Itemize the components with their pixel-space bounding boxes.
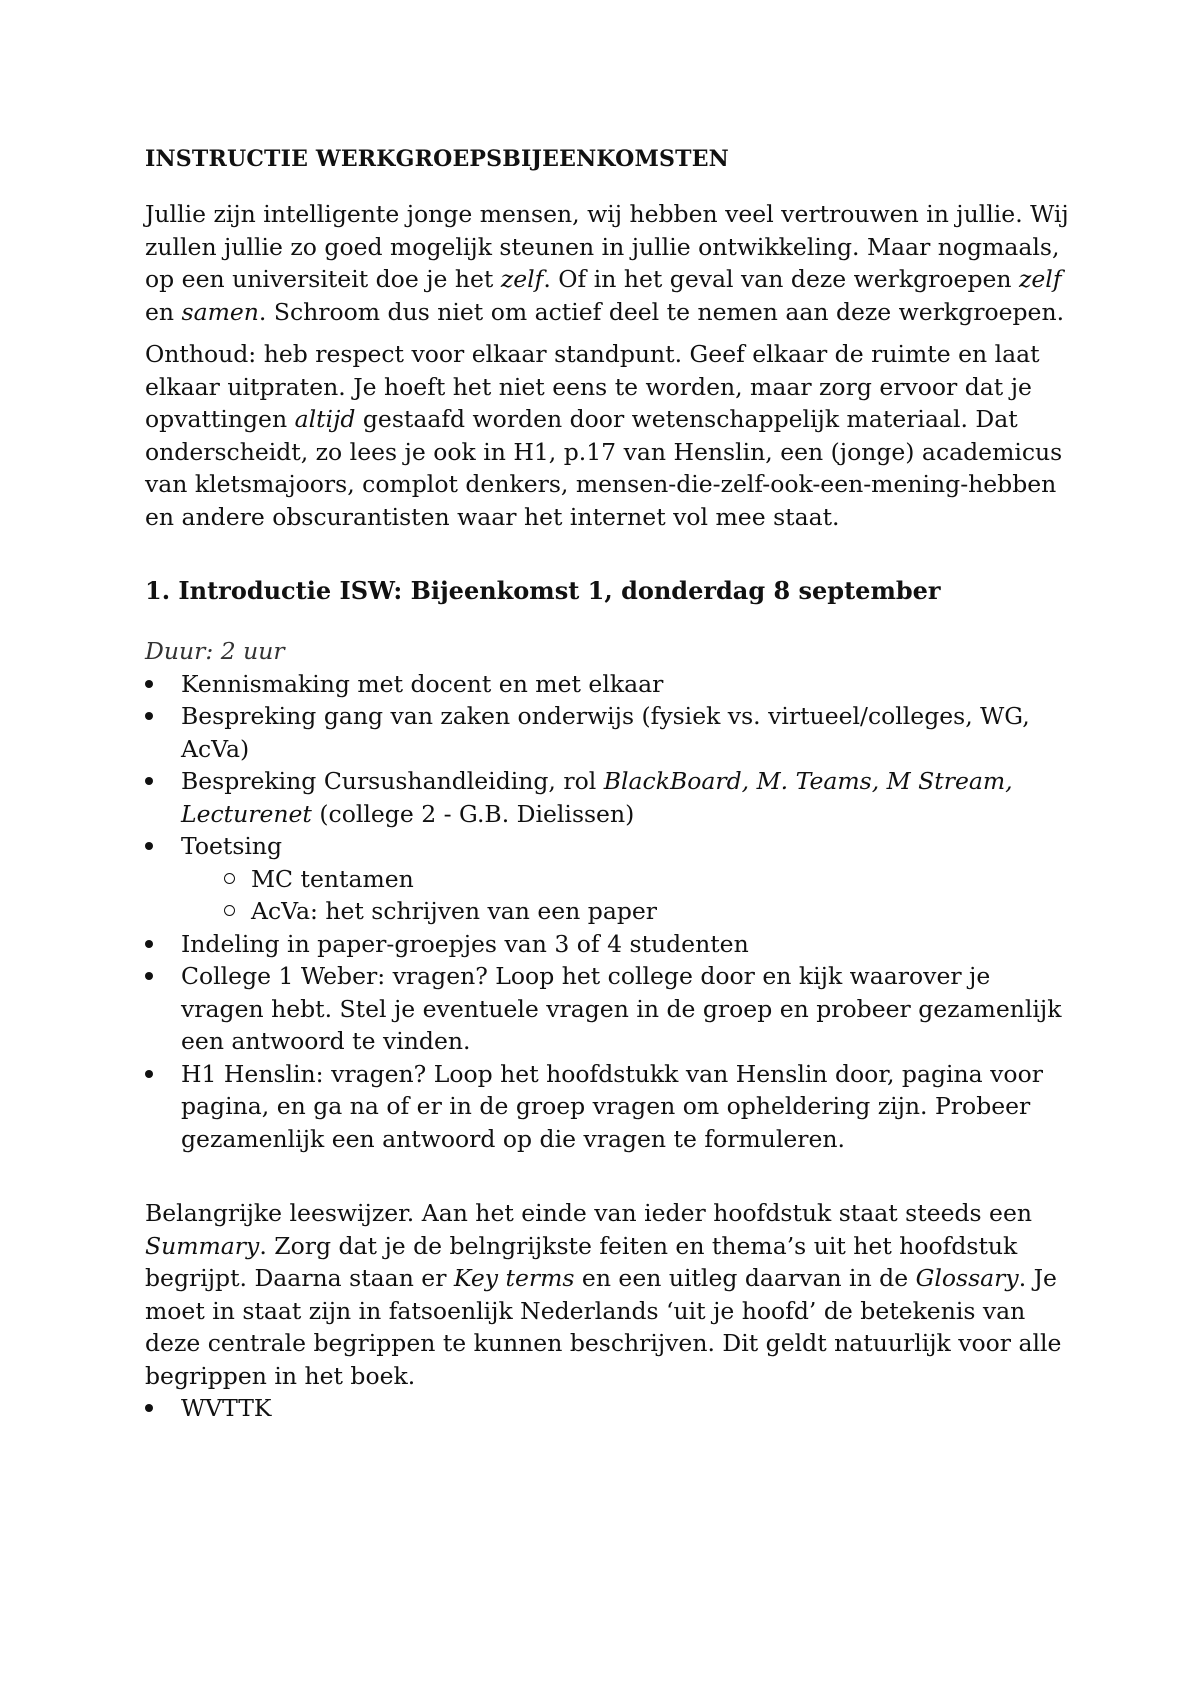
reading-guide-paragraph	[145, 1197, 1075, 1392]
list-item-text: H1 Henslin: vragen? Loop het hoofdstukk van Henslin door, pagina voor pagina, en ga na of er in de groep vragen om opheldering zijn. Probeer gezamenlijk een antwoord op die vragen te formuleren.	[181, 1059, 1043, 1153]
remember-text-1: Onthoud: heb respect voor elkaar standpunt. Geef elkaar de ruimte en laat elkaar uitpraten. Je hoeft het niet eens te worden, maar zorg ervoor dat je opvattingen	[145, 340, 1040, 433]
bullet-icon	[145, 1404, 153, 1412]
list-item	[145, 1058, 1075, 1156]
intro-emphasis-2: zelf	[1019, 265, 1062, 293]
intro-emphasis-1: zelf	[500, 265, 544, 293]
guide-emphasis-3: Glossary	[915, 1264, 1019, 1292]
list-item-text: Bespreking gang van zaken onderwijs (fysiek vs. virtueel/colleges, WG, AcVa)	[181, 702, 1030, 763]
sub-list-item-text: AcVa: het schrijven van een paper	[251, 897, 658, 925]
final-list	[145, 1392, 1075, 1425]
list-item	[145, 960, 1075, 1058]
guide-emphasis-1: Summary	[145, 1231, 260, 1260]
remember-text-2: gestaafd worden door wetenschappelijk materiaal. Dat onderscheidt, zo lees je ook in H1, p.17 van Henslin, een (jonge) academicus van kletsmajoors, complot denkers, mensen-die-zelf-ook-een-mening-hebben en andere obscurantisten waar het internet vol mee staat.	[145, 405, 1063, 531]
section-heading: 1. Introductie ISW: Bijeenkomst 1, donderdag 8 september	[145, 576, 941, 605]
intro-text-2: . Of in het geval van deze werkgroepen	[543, 265, 1020, 293]
list-item	[145, 765, 1075, 830]
list-item	[145, 928, 1075, 961]
guide-emphasis-2: Key terms	[453, 1264, 575, 1292]
bullet-icon	[145, 842, 153, 850]
bullet-icon	[145, 777, 153, 785]
bullet-icon	[145, 1070, 153, 1078]
bullet-icon	[145, 972, 153, 980]
guide-text-2: . Zorg dat je de belngrijkste feiten en thema’s uit het hoofdstuk begrijpt. Daarna staan er	[145, 1231, 1018, 1292]
intro-text-1: Jullie zijn intelligente jonge mensen, wij hebben veel vertrouwen in jullie. Wij zullen jullie zo goed mogelijk steunen in jullie ontwikkeling. Maar nogmaals, op een universiteit doe je het	[145, 200, 1069, 293]
sub-list	[181, 863, 1075, 928]
document-page	[145, 128, 1075, 1425]
list-item	[145, 700, 1075, 765]
list-item-text: Toetsing	[181, 832, 283, 860]
bullet-icon	[145, 680, 153, 688]
sub-list-item	[181, 863, 1075, 896]
circle-bullet-icon	[224, 873, 235, 884]
bullet-icon	[145, 940, 153, 948]
sub-list-item	[181, 895, 1075, 928]
intro-text-3: en	[145, 297, 182, 326]
list-item-text: (college 2 - G.B. Dielissen)	[311, 799, 635, 828]
duration-label: Duur: 2 uur	[145, 637, 285, 665]
list-item-text: Indeling in paper-groepjes van 3 of 4 studenten	[181, 929, 749, 958]
bullet-icon	[145, 712, 153, 720]
circle-bullet-icon	[224, 905, 235, 916]
guide-text-1: Belangrijke leeswijzer. Aan het einde van ieder hoofdstuk staat steeds een	[145, 1199, 1033, 1227]
sub-list-item-text: MC tentamen	[251, 864, 414, 893]
agenda-list	[145, 668, 1075, 1156]
list-item	[145, 830, 1075, 928]
list-item	[145, 668, 1075, 701]
list-item-text: WVTTK	[181, 1394, 272, 1422]
guide-text-3: en een uitleg daarvan in de	[574, 1264, 916, 1292]
list-item-text: Kennismaking met docent en met elkaar	[181, 669, 664, 698]
remember-emphasis: altijd	[294, 405, 356, 433]
intro-paragraph	[145, 198, 1075, 328]
document-title: INSTRUCTIE WERKGROEPSBIJEENKOMSTEN	[145, 146, 729, 172]
list-item-text: College 1 Weber: vragen? Loop het college door en kijk waarover je vragen hebt. Stel je eventuele vragen in de groep en probeer gezamenlijk een antwoord te vinden.	[181, 962, 1062, 1055]
list-item	[145, 1392, 1075, 1425]
list-item-text: Bespreking Cursushandleiding, rol	[181, 767, 604, 795]
intro-text-4: . Schroom dus niet om actief deel te nemen aan deze werkgroepen.	[258, 297, 1065, 326]
intro-emphasis-3: samen	[181, 297, 259, 326]
guide-text-4: . Je moet in staat zijn in fatsoenlijk Nederlands ‘uit je hoofd’ de betekenis van deze centrale begrippen te kunnen beschrijven. Dit geldt natuurlijk voor alle begrippen in het boek.	[145, 1264, 1062, 1390]
remember-paragraph	[145, 338, 1075, 533]
list-item-emphasis: BlackBoard, M. Teams, M Stream, Lecturenet	[181, 767, 1013, 828]
